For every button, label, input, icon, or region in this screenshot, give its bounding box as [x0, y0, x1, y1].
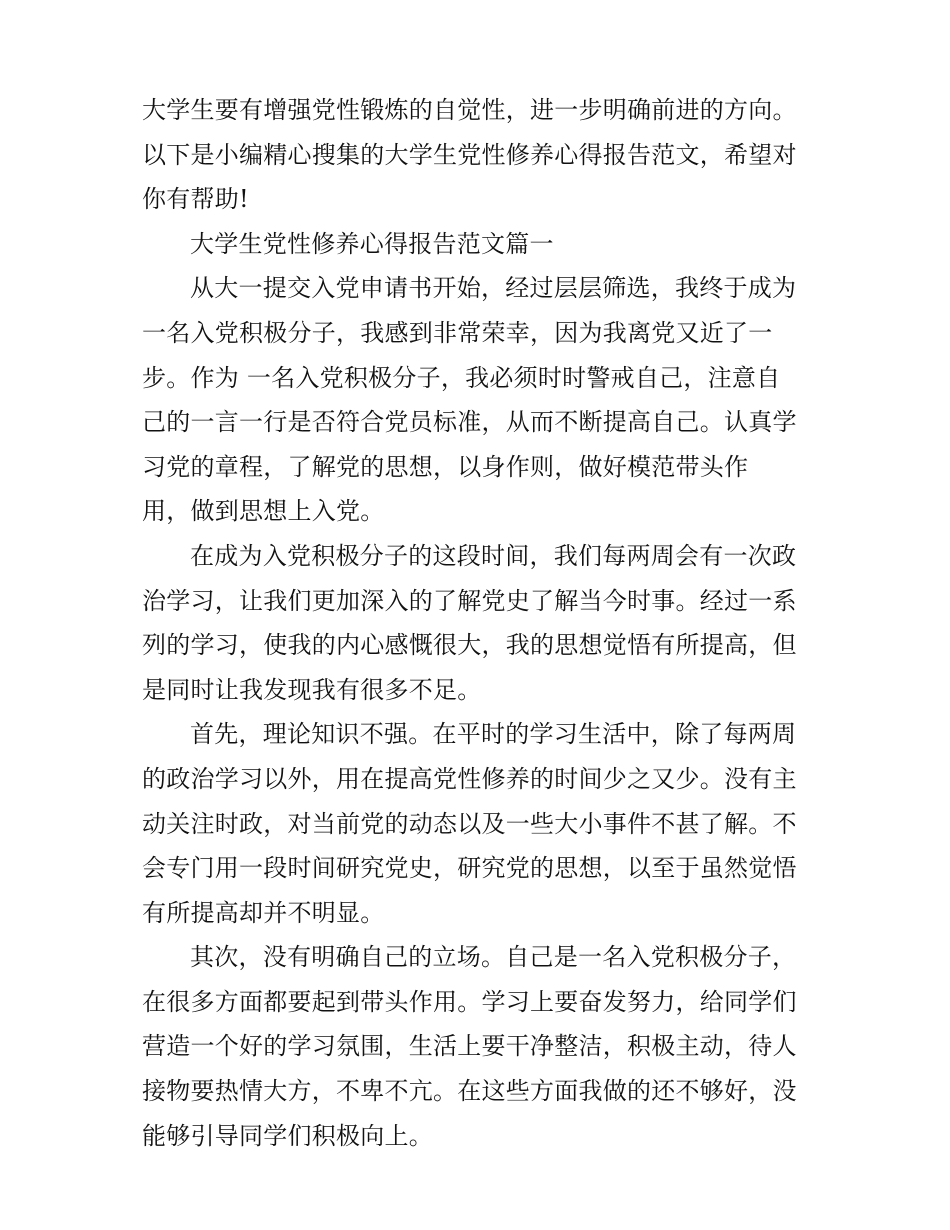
paragraph-2: [142, 534, 812, 712]
text-line: 接物要热情大方，不卑不亢。在这些方面我做的还不够好，没: [142, 1077, 797, 1106]
text-line: 在成为入党积极分子的这段时间，我们每两周会有一次政: [190, 541, 797, 570]
text-line: 治学习，让我们更加深入的了解党史了解当今时事。经过一系: [142, 586, 797, 615]
text-line: 首先，理论知识不强。在平时的学习生活中，除了每两周: [190, 720, 797, 749]
text-line: 动关注时政，对当前党的动态以及一些大小事件不甚了解。不: [142, 809, 797, 838]
paragraph-1: [142, 266, 812, 534]
text-line: 从大一提交入党申请书开始，经过层层筛选，我终于成为: [190, 274, 797, 303]
text-line: 营造一个好的学习氛围，生活上要干净整洁，积极主动，待人: [142, 1032, 797, 1061]
text-line: 你有帮助!: [142, 185, 249, 214]
document-page: [142, 88, 812, 1158]
section-title: 大学生党性修养心得报告范文篇一: [190, 229, 554, 258]
text-line: 有所提高却并不明显。: [142, 898, 385, 927]
text-line: 是同时让我发现我有很多不足。: [142, 675, 482, 704]
paragraph-3: [142, 712, 812, 935]
text-line: 的政治学习以外，用在提高党性修养的时间少之又少。没有主: [142, 764, 797, 793]
text-line: 大学生要有增强党性锻炼的自觉性，进一步明确前进的方向。: [142, 96, 797, 124]
text-line: 己的一言一行是否符合党员标准，从而不断提高自己。认真学: [142, 408, 797, 437]
intro-paragraph: [142, 88, 812, 222]
text-line: 在很多方面都要起到带头作用。学习上要奋发努力，给同学们: [142, 987, 797, 1016]
text-line: 以下是小编精心搜集的大学生党性修养心得报告范文，希望对: [142, 140, 797, 169]
paragraph-4: [142, 935, 812, 1158]
text-line: 其次，没有明确自己的立场。自己是一名入党积极分子，: [190, 943, 797, 972]
text-line: 会专门用一段时间研究党史，研究党的思想，以至于虽然觉悟: [142, 854, 797, 883]
text-line: 步。作为 一名入党积极分子，我必须时时警戒自己，注意自: [142, 363, 781, 392]
text-line: 能够引导同学们积极向上。: [142, 1121, 433, 1150]
text-line: 习党的章程，了解党的思想，以身作则，做好模范带头作: [142, 452, 749, 481]
text-line: 列的学习，使我的内心感慨很大，我的思想觉悟有所提高，但: [142, 631, 797, 660]
text-line: 一名入党积极分子，我感到非常荣幸，因为我离党又近了一: [142, 318, 773, 347]
text-line: 用，做到思想上入党。: [142, 497, 385, 526]
